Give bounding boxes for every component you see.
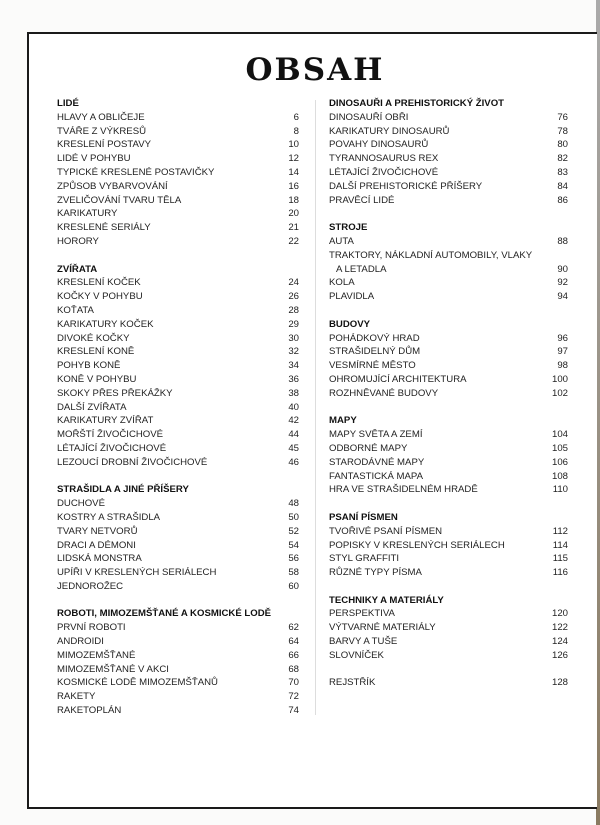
- entry-title: KONĚ V POHYBU: [57, 373, 137, 385]
- entry-title: ZVELIČOVÁNÍ TVARU TĚLA: [57, 194, 182, 206]
- section-heading: STRAŠIDLA A JINÉ PŘÍŠERY: [57, 484, 189, 496]
- entry-page-number: 124: [551, 636, 568, 648]
- entry-title: VESMÍRNÉ MĚSTO: [329, 360, 416, 372]
- entry-page-number: 48: [288, 498, 299, 510]
- entry-title: OHROMUJÍCÍ ARCHITEKTURA: [329, 373, 467, 385]
- section-heading: DINOSAUŘI A PREHISTORICKÝ ŽIVOT: [329, 98, 505, 109]
- entry-title: TVOŘIVÉ PSANÍ PÍSMEN: [329, 525, 443, 537]
- entry-page-number: 42: [288, 415, 299, 427]
- entry-title: DALŠÍ ZVÍŘATA: [57, 401, 127, 413]
- toc-entry[interactable]: [57, 304, 299, 318]
- entry-title: AUTA: [329, 235, 354, 247]
- entry-page-number: 40: [288, 401, 299, 413]
- column-divider: [315, 100, 316, 715]
- toc-section: [57, 97, 299, 249]
- toc-section: [329, 511, 568, 580]
- toc-entry[interactable]: [329, 332, 568, 346]
- toc-entry[interactable]: [329, 428, 568, 442]
- toc-entry[interactable]: [329, 456, 568, 470]
- entry-page-number: 74: [288, 705, 299, 717]
- entry-title: KOLA: [329, 277, 355, 289]
- entry-page-number: 100: [551, 373, 568, 385]
- entry-title: KARIKATURY ZVÍŘAT: [57, 415, 154, 427]
- entry-title: MAPY SVĚTA A ZEMÍ: [329, 429, 423, 441]
- entry-page-number: 80: [557, 139, 568, 151]
- entry-page-number: 128: [551, 677, 568, 689]
- entry-title: POVAHY DINOSAURŮ: [329, 139, 429, 151]
- entry-page-number: 10: [288, 139, 299, 151]
- toc-entry[interactable]: [329, 635, 568, 649]
- toc-entry[interactable]: [57, 152, 299, 166]
- entry-title: TVÁŘE Z VÝKRESŮ: [57, 125, 147, 137]
- toc-entry[interactable]: [57, 207, 299, 221]
- entry-title: KOŤATA: [57, 304, 94, 316]
- toc-section: [57, 483, 299, 593]
- entry-page-number: 97: [557, 346, 568, 358]
- entry-page-number: 120: [551, 608, 568, 620]
- toc-entry[interactable]: [57, 138, 299, 152]
- entry-page-number: 30: [288, 332, 299, 344]
- entry-page-number: 105: [551, 442, 568, 454]
- entry-title: LEZOUCÍ DROBNÍ ŽIVOČICHOVÉ: [57, 456, 208, 468]
- entry-page-number: 66: [288, 649, 299, 661]
- entry-page-number: 115: [552, 553, 568, 565]
- entry-title: MIMOZEMŠŤANÉ: [57, 649, 136, 661]
- entry-page-number: 114: [552, 539, 568, 551]
- entry-page-number: 38: [288, 387, 299, 399]
- toc-entry[interactable]: [57, 401, 299, 415]
- toc-entry[interactable]: [329, 276, 568, 290]
- entry-page-number: 52: [288, 525, 299, 537]
- section-heading: MAPY: [329, 415, 357, 427]
- entry-page-number: 106: [551, 456, 568, 468]
- toc-entry[interactable]: [57, 428, 299, 442]
- toc-entry[interactable]: [57, 111, 299, 125]
- entry-page-number: 36: [288, 373, 299, 385]
- entry-page-number: 68: [288, 663, 299, 675]
- toc-section: [57, 607, 299, 717]
- toc-entry[interactable]: [329, 483, 568, 497]
- toc-entry[interactable]: [57, 511, 299, 525]
- toc-entry[interactable]: [57, 663, 299, 677]
- entry-title: UPÍŘI V KRESLENÝCH SERIÁLECH: [57, 567, 217, 579]
- toc-entry[interactable]: [57, 166, 299, 180]
- entry-title: HORORY: [57, 235, 99, 247]
- section-heading: STROJE: [329, 222, 368, 234]
- entry-title: PRVNÍ ROBOTI: [57, 622, 126, 634]
- toc-column-left: [57, 97, 299, 732]
- entry-title: FANTASTICKÁ MAPA: [329, 470, 423, 482]
- toc-entry[interactable]: [329, 566, 568, 580]
- toc-entry[interactable]: [329, 676, 568, 690]
- entry-page-number: 70: [288, 677, 299, 689]
- entry-page-number: 102: [551, 387, 568, 399]
- toc-section: [329, 676, 568, 690]
- toc-entry[interactable]: [57, 635, 299, 649]
- toc-entry[interactable]: [57, 290, 299, 304]
- entry-page-number: 88: [557, 235, 568, 247]
- toc-entry[interactable]: [57, 414, 299, 428]
- entry-title: LÉTAJÍCÍ ŽIVOČICHOVÉ: [329, 166, 439, 178]
- entry-page-number: 34: [288, 360, 299, 372]
- entry-title: STARODÁVNÉ MAPY: [329, 456, 425, 468]
- entry-page-number: 46: [288, 456, 299, 468]
- entry-page-number: 116: [552, 567, 568, 579]
- toc-section: [329, 594, 568, 663]
- toc-entry[interactable]: [329, 194, 568, 208]
- entry-page-number: 60: [288, 580, 299, 592]
- entry-title: KOČKY V POHYBU: [57, 291, 143, 303]
- toc-entry[interactable]: [329, 235, 568, 249]
- entry-title: KARIKATURY: [57, 208, 118, 220]
- entry-title: DALŠÍ PREHISTORICKÉ PŘÍŠERY: [329, 180, 483, 192]
- entry-title: RAKETY: [57, 691, 96, 703]
- toc-entry[interactable]: [57, 580, 299, 594]
- entry-page-number: 14: [288, 166, 299, 178]
- toc-entry[interactable]: [329, 345, 568, 359]
- entry-title: TYPICKÉ KRESLENÉ POSTAVIČKY: [57, 166, 215, 178]
- entry-page-number: 72: [288, 691, 299, 703]
- entry-title: KRESLENÍ KONĚ: [57, 346, 135, 358]
- toc-entry[interactable]: [329, 290, 568, 304]
- section-heading: TECHNIKY A MATERIÁLY: [329, 594, 444, 606]
- entry-page-number: 54: [288, 539, 299, 551]
- entry-page-number: 82: [557, 153, 568, 165]
- toc-entry[interactable]: [329, 525, 568, 539]
- entry-page-number: 78: [557, 125, 568, 137]
- entry-page-number: 94: [557, 291, 568, 303]
- toc-entry[interactable]: [57, 359, 299, 373]
- toc-column-right: [329, 97, 568, 704]
- entry-page-number: 62: [288, 622, 299, 634]
- entry-title: DUCHOVÉ: [57, 498, 105, 510]
- toc-section: [329, 97, 568, 207]
- entry-page-number: 45: [288, 442, 299, 454]
- toc-entry[interactable]: [57, 345, 299, 359]
- entry-page-number: 28: [288, 304, 299, 316]
- entry-title: JEDNOROŽEC: [57, 580, 124, 592]
- entry-page-number: 50: [288, 511, 299, 523]
- entry-page-number: 122: [551, 622, 568, 634]
- entry-page-number: 12: [288, 153, 299, 165]
- entry-page-number: 18: [288, 194, 299, 206]
- entry-title: SLOVNÍČEK: [329, 649, 384, 661]
- toc-entry[interactable]: [57, 442, 299, 456]
- toc-entry[interactable]: [57, 318, 299, 332]
- entry-title: KOSTRY A STRAŠIDLA: [57, 511, 161, 523]
- section-heading: BUDOVY: [329, 318, 371, 330]
- entry-title: KOSMICKÉ LODĚ MIMOZEMŠŤANŮ: [57, 677, 218, 689]
- entry-title: HLAVY A OBLIČEJE: [57, 111, 145, 123]
- entry-title: MIMOZEMŠŤANÉ V AKCI: [57, 663, 169, 675]
- entry-title: ROZHNĚVANÉ BUDOVY: [329, 387, 439, 399]
- toc-entry-continued[interactable]: [329, 263, 568, 277]
- toc-entry[interactable]: [329, 166, 568, 180]
- entry-title: KARIKATURY KOČEK: [57, 318, 154, 330]
- entry-page-number: 83: [557, 166, 568, 178]
- toc-entry[interactable]: [329, 470, 568, 484]
- entry-title: TRAKTORY, NÁKLADNÍ AUTOMOBILY, VLAKY: [329, 249, 533, 261]
- toc-entry[interactable]: [57, 649, 299, 663]
- entry-page-number: 56: [288, 553, 299, 565]
- toc-entry[interactable]: [329, 249, 568, 263]
- entry-page-number: 24: [288, 277, 299, 289]
- entry-title: LIDÉ V POHYBU: [57, 153, 131, 165]
- toc-entry[interactable]: [57, 552, 299, 566]
- toc-entry[interactable]: [57, 194, 299, 208]
- entry-page-number: 110: [552, 484, 568, 496]
- entry-title: HRA VE STRAŠIDELNÉM HRADĚ: [329, 484, 478, 496]
- section-heading: LIDÉ: [57, 98, 79, 109]
- entry-title: POHYB KONĚ: [57, 360, 121, 372]
- entry-title: MOŘŠTÍ ŽIVOČICHOVÉ: [57, 429, 164, 441]
- entry-page-number: 29: [288, 318, 299, 330]
- toc-entry[interactable]: [57, 676, 299, 690]
- entry-page-number: 96: [557, 332, 568, 344]
- entry-page-number: 84: [557, 180, 568, 192]
- section-heading: ROBOTI, MIMOZEMŠŤANÉ A KOSMICKÉ LODĚ: [57, 608, 272, 620]
- entry-title: BARVY A TUŠE: [329, 636, 398, 648]
- entry-page-number: 76: [557, 111, 568, 123]
- entry-page-number: 108: [551, 470, 568, 482]
- entry-page-number: 16: [288, 180, 299, 192]
- toc-entry[interactable]: [329, 387, 568, 401]
- entry-title: POPISKY V KRESLENÝCH SERIÁLECH: [329, 539, 505, 551]
- entry-title: DIVOKÉ KOČKY: [57, 332, 130, 344]
- toc-entry[interactable]: [57, 235, 299, 249]
- entry-title: ZPŮSOB VYBARVOVÁNÍ: [57, 180, 168, 192]
- entry-title: KARIKATURY DINOSAURŮ: [329, 125, 450, 137]
- entry-title: REJSTŘÍK: [329, 677, 376, 689]
- entry-title: PRAVĚCÍ LIDÉ: [329, 194, 395, 206]
- entry-page-number: 104: [551, 429, 568, 441]
- toc-entry[interactable]: [329, 552, 568, 566]
- entry-page-number: 92: [557, 277, 568, 289]
- toc-section: [329, 414, 568, 497]
- toc-entry[interactable]: [329, 180, 568, 194]
- entry-page-number: 22: [288, 235, 299, 247]
- section-heading: PSANÍ PÍSMEN: [329, 511, 398, 523]
- toc-entry[interactable]: [57, 566, 299, 580]
- entry-title: STRAŠIDELNÝ DŮM: [329, 346, 421, 358]
- entry-title: VÝTVARNÉ MATERIÁLY: [329, 622, 436, 634]
- entry-page-number: 21: [288, 222, 299, 234]
- entry-title: TYRANNOSAURUS REX: [329, 153, 439, 165]
- toc-entry[interactable]: [57, 387, 299, 401]
- page-title: OBSAH: [245, 52, 385, 88]
- entry-title: TVARY NETVORŮ: [57, 525, 138, 537]
- toc-entry[interactable]: [57, 690, 299, 704]
- entry-title: DRACI A DÉMONI: [57, 539, 136, 551]
- toc-entry[interactable]: [57, 221, 299, 235]
- entry-title: PERSPEKTIVA: [329, 608, 395, 620]
- toc-entry[interactable]: [329, 539, 568, 553]
- entry-title: KRESLENÍ KOČEK: [57, 277, 141, 289]
- entry-page-number: 86: [557, 194, 568, 206]
- entry-title: RŮZNÉ TYPY PÍSMA: [329, 567, 422, 579]
- entry-title: SKOKY PŘES PŘEKÁŽKY: [57, 387, 173, 399]
- entry-title: ODBORNÉ MAPY: [329, 442, 408, 454]
- entry-page-number: 112: [552, 525, 568, 537]
- entry-page-number: 58: [288, 567, 299, 579]
- toc-entry[interactable]: [57, 125, 299, 139]
- toc-entry[interactable]: [57, 497, 299, 511]
- toc-entry[interactable]: [329, 649, 568, 663]
- toc-entry[interactable]: [329, 373, 568, 387]
- toc-entry[interactable]: [329, 621, 568, 635]
- entry-title: ANDROIDI: [57, 636, 104, 648]
- toc-entry[interactable]: [57, 456, 299, 470]
- entry-title: STYL GRAFFITI: [329, 553, 400, 565]
- entry-title: KRESLENÉ SERIÁLY: [57, 222, 151, 234]
- toc-entry[interactable]: [57, 276, 299, 290]
- toc-entry[interactable]: [329, 125, 568, 139]
- toc-entry[interactable]: [57, 525, 299, 539]
- entry-title: RAKETOPLÁN: [57, 705, 122, 717]
- toc-section: [329, 221, 568, 304]
- section-heading: ZVÍŘATA: [57, 263, 98, 275]
- toc-entry[interactable]: [329, 111, 568, 125]
- entry-page-number: 98: [557, 360, 568, 372]
- toc-entry[interactable]: [329, 138, 568, 152]
- entry-page-number: 32: [288, 346, 299, 358]
- toc-entry[interactable]: [329, 442, 568, 456]
- toc-entry[interactable]: [57, 180, 299, 194]
- toc-entry[interactable]: [57, 621, 299, 635]
- toc-entry[interactable]: [329, 607, 568, 621]
- entry-page-number: 6: [293, 111, 299, 123]
- toc-entry[interactable]: [57, 332, 299, 346]
- entry-page-number: 44: [288, 429, 299, 441]
- entry-page-number: 126: [551, 649, 568, 661]
- entry-title: PLAVIDLA: [329, 291, 375, 303]
- entry-page-number: 90: [557, 263, 568, 275]
- toc-section: [57, 263, 299, 470]
- toc-entry[interactable]: [57, 704, 299, 718]
- entry-title: DINOSAUŘÍ OBŘI: [329, 111, 409, 123]
- entry-title-continued: A LETADLA: [336, 263, 387, 275]
- entry-title: LIDSKÁ MONSTRA: [57, 553, 142, 565]
- entry-page-number: 20: [288, 208, 299, 220]
- toc-entry[interactable]: [57, 539, 299, 553]
- toc-section: [329, 318, 568, 401]
- entry-title: POHÁDKOVÝ HRAD: [329, 332, 420, 344]
- toc-entry[interactable]: [329, 359, 568, 373]
- entry-page-number: 8: [293, 125, 299, 137]
- entry-page-number: 64: [288, 636, 299, 648]
- entry-title: LÉTAJÍCÍ ŽIVOČICHOVÉ: [57, 442, 167, 454]
- toc-entry[interactable]: [57, 373, 299, 387]
- entry-title: KRESLENÍ POSTAVY: [57, 139, 152, 151]
- toc-entry[interactable]: [329, 152, 568, 166]
- entry-page-number: 26: [288, 291, 299, 303]
